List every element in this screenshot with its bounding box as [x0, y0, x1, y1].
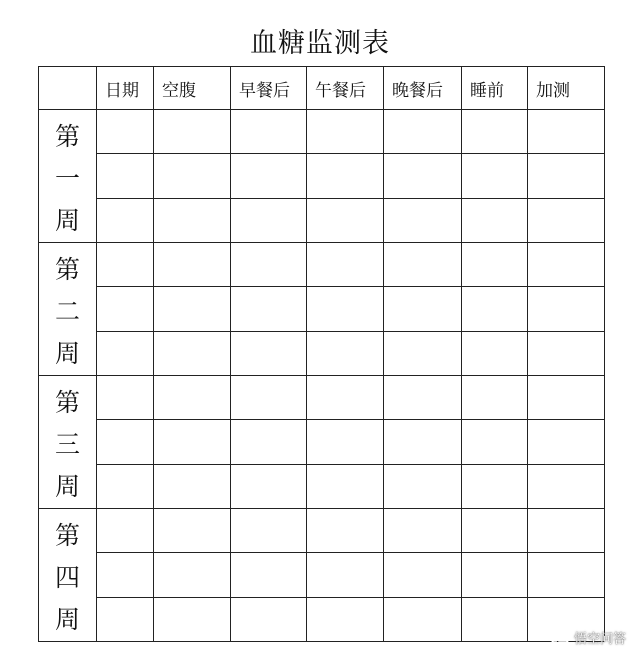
entry-cell[interactable]: [154, 420, 231, 464]
entry-cell[interactable]: [307, 597, 384, 641]
week-label-char: 第: [54, 255, 80, 284]
entry-cell[interactable]: [231, 553, 307, 597]
entry-cell[interactable]: [462, 243, 528, 287]
week-label-char: 一: [54, 164, 80, 193]
table-row: [39, 154, 605, 198]
watermark-text: 悟空问答: [573, 632, 626, 647]
entry-cell[interactable]: [307, 509, 384, 553]
week-label-1: [39, 110, 97, 243]
table-row: [39, 509, 605, 553]
blood-sugar-table: [38, 66, 605, 642]
entry-cell[interactable]: [307, 464, 384, 508]
entry-cell[interactable]: [97, 376, 154, 420]
entry-cell[interactable]: [154, 154, 231, 198]
entry-cell[interactable]: [462, 597, 528, 641]
entry-cell[interactable]: [462, 331, 528, 375]
week-label-4: [39, 509, 97, 642]
entry-cell[interactable]: [154, 331, 231, 375]
header-date: 日期: [97, 67, 154, 110]
page-title: 血糖监测表: [250, 28, 390, 59]
entry-cell[interactable]: [384, 376, 462, 420]
week-label-char: 周: [54, 605, 80, 634]
entry-cell[interactable]: [528, 243, 605, 287]
table-row: [39, 287, 605, 331]
header-fasting: 空腹: [154, 67, 231, 110]
week-label-char: 第: [54, 521, 80, 550]
week-label-char: 周: [54, 339, 80, 368]
entry-cell[interactable]: [462, 110, 528, 154]
entry-cell[interactable]: [231, 464, 307, 508]
header-bedtime: 睡前: [462, 67, 528, 110]
week-label-char: 周: [54, 472, 80, 501]
entry-cell[interactable]: [307, 110, 384, 154]
week-label-char: 第: [54, 388, 80, 417]
header-extra: 加测: [528, 67, 605, 110]
entry-cell[interactable]: [462, 154, 528, 198]
header-after-lunch: 午餐后: [307, 67, 384, 110]
watermark: [550, 628, 626, 647]
entry-cell[interactable]: [231, 154, 307, 198]
entry-cell[interactable]: [462, 287, 528, 331]
week-label-2: [39, 243, 97, 376]
entry-cell[interactable]: [462, 420, 528, 464]
entry-cell[interactable]: [154, 243, 231, 287]
entry-cell[interactable]: [154, 287, 231, 331]
entry-cell[interactable]: [97, 597, 154, 641]
entry-cell[interactable]: [384, 597, 462, 641]
corner-header: [39, 67, 97, 110]
entry-cell[interactable]: [384, 331, 462, 375]
entry-cell[interactable]: [154, 198, 231, 242]
entry-cell[interactable]: [97, 287, 154, 331]
entry-cell[interactable]: [97, 331, 154, 375]
header-row: [39, 67, 605, 110]
entry-cell[interactable]: [154, 464, 231, 508]
entry-cell[interactable]: [97, 464, 154, 508]
entry-cell[interactable]: [307, 420, 384, 464]
entry-cell[interactable]: [384, 243, 462, 287]
header-after-dinner: 晚餐后: [384, 67, 462, 110]
entry-cell[interactable]: [528, 376, 605, 420]
entry-cell[interactable]: [462, 198, 528, 242]
entry-cell[interactable]: [154, 509, 231, 553]
entry-cell[interactable]: [528, 331, 605, 375]
entry-cell[interactable]: [154, 553, 231, 597]
table-row: [39, 376, 605, 420]
entry-cell[interactable]: [462, 553, 528, 597]
entry-cell[interactable]: [231, 287, 307, 331]
entry-cell[interactable]: [384, 198, 462, 242]
entry-cell[interactable]: [528, 110, 605, 154]
speech-bubble-icon: [550, 629, 570, 647]
entry-cell[interactable]: [154, 597, 231, 641]
entry-cell[interactable]: [307, 376, 384, 420]
entry-cell[interactable]: [307, 553, 384, 597]
entry-cell[interactable]: [307, 287, 384, 331]
entry-cell[interactable]: [231, 110, 307, 154]
entry-cell[interactable]: [231, 597, 307, 641]
entry-cell[interactable]: [231, 509, 307, 553]
week-label-char: 三: [54, 430, 80, 459]
entry-cell[interactable]: [462, 464, 528, 508]
entry-cell[interactable]: [307, 243, 384, 287]
entry-cell[interactable]: [231, 331, 307, 375]
entry-cell[interactable]: [307, 154, 384, 198]
entry-cell[interactable]: [231, 198, 307, 242]
week-label-char: 四: [54, 563, 80, 592]
table-row: [39, 597, 605, 641]
entry-cell[interactable]: [307, 331, 384, 375]
entry-cell[interactable]: [384, 110, 462, 154]
entry-cell[interactable]: [97, 154, 154, 198]
table-row: [39, 198, 605, 242]
entry-cell[interactable]: [462, 509, 528, 553]
entry-cell[interactable]: [154, 376, 231, 420]
entry-cell[interactable]: [97, 509, 154, 553]
entry-cell[interactable]: [528, 509, 605, 553]
entry-cell[interactable]: [231, 243, 307, 287]
table-row: [39, 331, 605, 375]
entry-cell[interactable]: [462, 376, 528, 420]
entry-cell[interactable]: [384, 154, 462, 198]
entry-cell[interactable]: [97, 420, 154, 464]
entry-cell[interactable]: [154, 110, 231, 154]
entry-cell[interactable]: [231, 420, 307, 464]
table-row: [39, 110, 605, 154]
entry-cell[interactable]: [97, 198, 154, 242]
table-row: [39, 420, 605, 464]
entry-cell[interactable]: [528, 287, 605, 331]
entry-cell[interactable]: [307, 198, 384, 242]
entry-cell[interactable]: [528, 154, 605, 198]
entry-cell[interactable]: [384, 464, 462, 508]
week-label-char: 周: [54, 206, 80, 235]
entry-cell[interactable]: [384, 553, 462, 597]
entry-cell[interactable]: [97, 243, 154, 287]
week-label-3: [39, 376, 97, 509]
entry-cell[interactable]: [528, 420, 605, 464]
table-row: [39, 243, 605, 287]
entry-cell[interactable]: [97, 110, 154, 154]
entry-cell[interactable]: [528, 198, 605, 242]
entry-cell[interactable]: [528, 464, 605, 508]
entry-cell[interactable]: [97, 553, 154, 597]
entry-cell[interactable]: [384, 509, 462, 553]
table-row: [39, 553, 605, 597]
header-after-breakfast: 早餐后: [231, 67, 307, 110]
entry-cell[interactable]: [384, 287, 462, 331]
entry-cell[interactable]: [528, 553, 605, 597]
entry-cell[interactable]: [231, 376, 307, 420]
table-row: [39, 464, 605, 508]
week-label-char: 第: [54, 122, 80, 151]
entry-cell[interactable]: [384, 420, 462, 464]
week-label-char: 二: [54, 297, 80, 326]
